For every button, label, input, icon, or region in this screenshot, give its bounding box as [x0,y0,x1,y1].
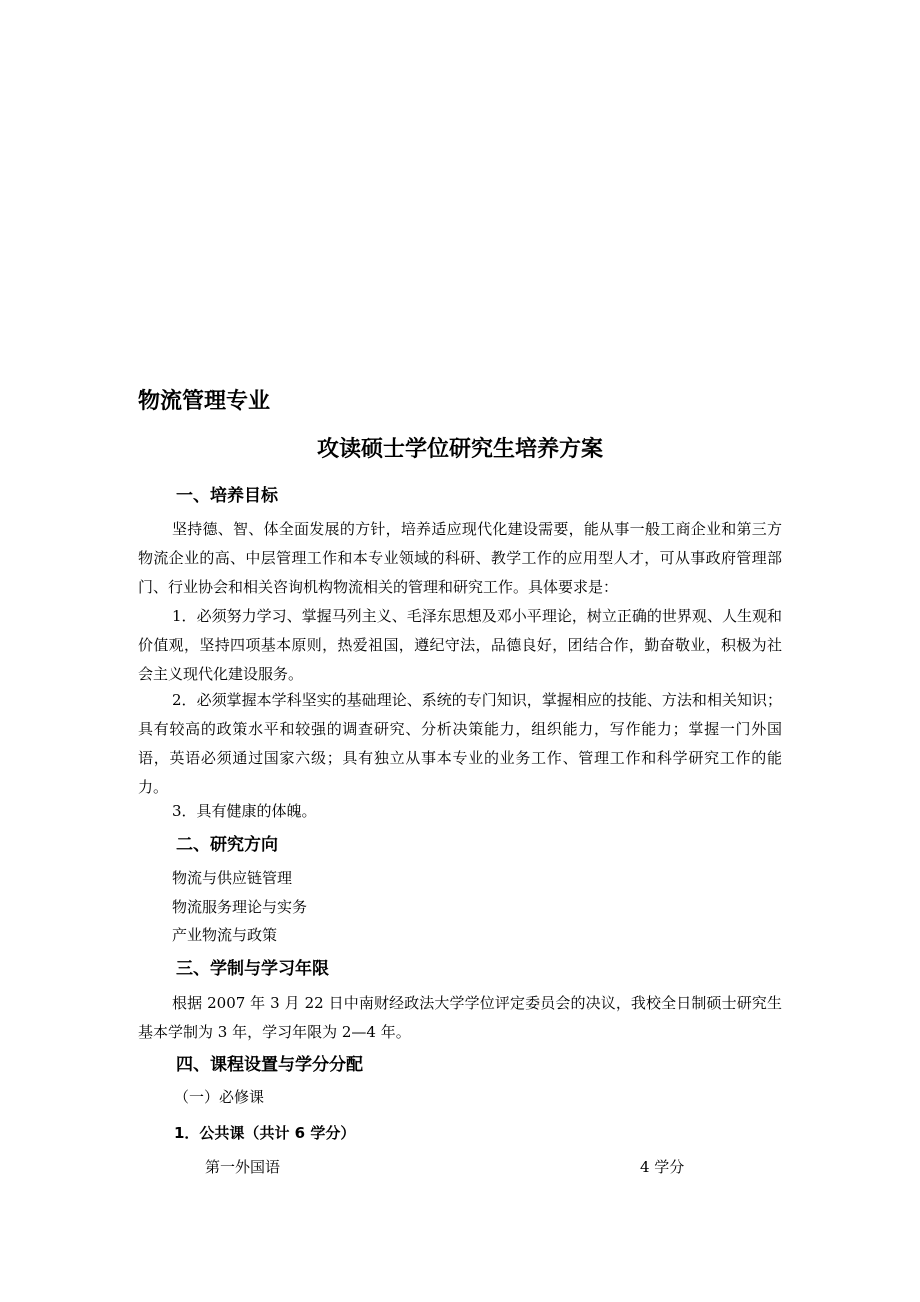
research-direction-item: 物流服务理论与实务 [172,898,308,916]
training-goal-item-1: 1．必须努力学习、掌握马列主义、毛泽东思想及邓小平理论，树立正确的世界观、人生观和价值观，坚持四项基本原则，热爱祖国，遵纪守法，品德良好，团结合作，勤奋敬业，积极为社会主义现代化建设服务。 [138,607,782,683]
section-heading-training-goal: 一、培养目标 [176,486,278,506]
training-goal-item-3: 3．具有健康的体魄。 [172,802,317,820]
research-direction-item: 产业物流与政策 [172,926,278,944]
research-direction-item: 物流与供应链管理 [172,869,293,887]
training-goal-item-2: 2．必须掌握本学科坚实的基础理论、系统的专门知识，掌握相应的技能、方法和相关知识；具有较高的政策水平和较强的调查研究、分析决策能力，组织能力，写作能力；掌握一门外国语，英语必须通过国家六级；具有独立从事本专业的业务工作、管理工作和科学研究工作的能力。 [138,691,782,796]
section-heading-curriculum: 四、课程设置与学分分配 [176,1055,363,1075]
duration-text: 根据 2007 年 3 月 22 日中南财经政法大学学位评定委员会的决议，我校全日制硕士研究生基本学制为 3 年，学习年限为 2—4 年。 [138,994,782,1041]
curriculum-subheading-required: （一）必修课 [174,1088,265,1106]
curriculum-public-courses-heading: 1．公共课（共计 6 学分） [174,1124,356,1142]
section-heading-duration: 三、学制与学习年限 [176,959,329,979]
course-name: 第一外国语 [205,1158,281,1176]
course-credit: 4 学分 [640,1158,685,1176]
major-title: 物流管理专业 [138,389,271,414]
training-goal-intro: 坚持德、智、体全面发展的方针，培养适应现代化建设需要，能从事一般工商企业和第三方物流企业的高、中层管理工作和本专业领域的科研、教学工作的应用型人才，可从事政府管理部门、行业协会和相关咨询机构物流相关的管理和研究工作。具体要求是： [138,520,782,596]
section-heading-research-direction: 二、研究方向 [176,835,278,855]
main-title: 攻读硕士学位研究生培养方案 [316,437,603,462]
